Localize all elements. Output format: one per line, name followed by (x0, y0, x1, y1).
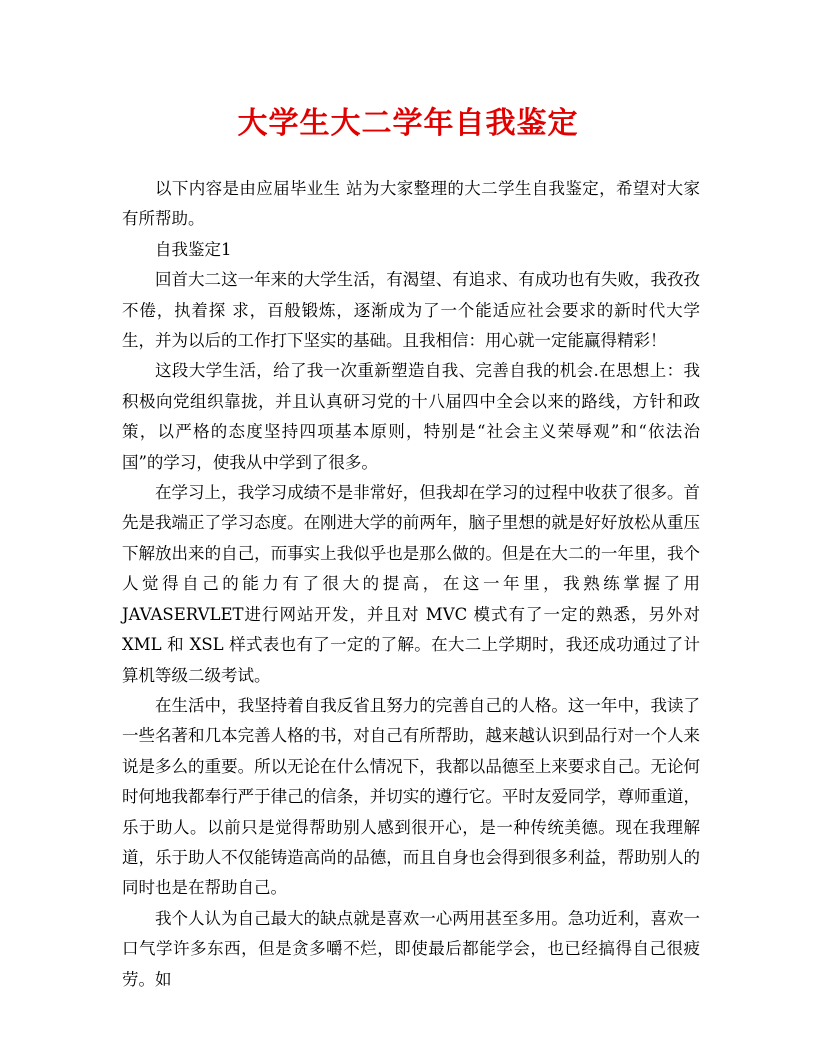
body-paragraph: 这段大学生活，给了我一次重新塑造自我、完善自我的机会.在思想上：我积极向党组织靠拢，并且认真研习党的十八届四中全会以来的路线，方针和政策，以严格的态度坚持四项基本原则，特别是“社会主义荣辱观”和“依法治国”的学习，使我从中学到了很多。 (122, 361, 700, 472)
body-paragraph: 在生活中，我坚持着自我反省且努力的完善自己的人格。这一年中，我读了一些名著和几本完善人格的书，对自己有所帮助，越来越认识到品行对一个人来说是多么的重要。所以无论在什么情况下，我都以品德至上来要求自己。无论何时何地我都奉行严于律己的信条，并切实的遵行它。平时友爱同学，尊师重道，乐于助人。以前只是觉得帮助别人感到很开心，是一种传统美德。现在我理解道，乐于助人不仅能铸造高尚的品德，而且自身也会得到很多利益，帮助别人的同时也是在帮助自己。 (122, 695, 700, 898)
intro-paragraph: 以下内容是由应届毕业生 站为大家整理的大二学生自我鉴定，希望对大家有所帮助。 (122, 179, 700, 229)
page-title: 大学生大二学年自我鉴定 (237, 106, 579, 141)
document-body (122, 174, 700, 995)
body-paragraph: 在学习上，我学习成绩不是非常好，但我却在学习的过程中收获了很多。首先是我端正了学习态度。在刚进大学的前两年，脑子里想的就是好好放松从重压下解放出来的自己，而事实上我似乎也是那么做的。但是在大二的一年里，我个人觉得自己的能力有了很大的提高，在这一年里，我熟练掌握了用 JAVASERVLET进行网站开发，并且对 MVC 模式有了一定的熟悉，另外对 XML 和 XSL 样式表也有了一定的了解。在大二上学期时，我还成功通过了计算机等级二级考试。 (122, 483, 700, 685)
body-paragraph: 我个人认为自己最大的缺点就是喜欢一心两用甚至多用。急功近利，喜欢一口气学许多东西，但是贪多嚼不烂，即使最后都能学会，也已经搞得自己很疲劳。如 (122, 908, 700, 989)
section-heading: 自我鉴定1 (155, 239, 232, 259)
body-paragraph: 回首大二这一年来的大学生活，有渴望、有追求、有成功也有失败，我孜孜不倦，执着探 求，百般锻炼，逐渐成为了一个能适应社会要求的新时代大学生，并为以后的工作打下坚实的基础。且我相信：用心就一定能赢得精彩！ (122, 270, 700, 351)
